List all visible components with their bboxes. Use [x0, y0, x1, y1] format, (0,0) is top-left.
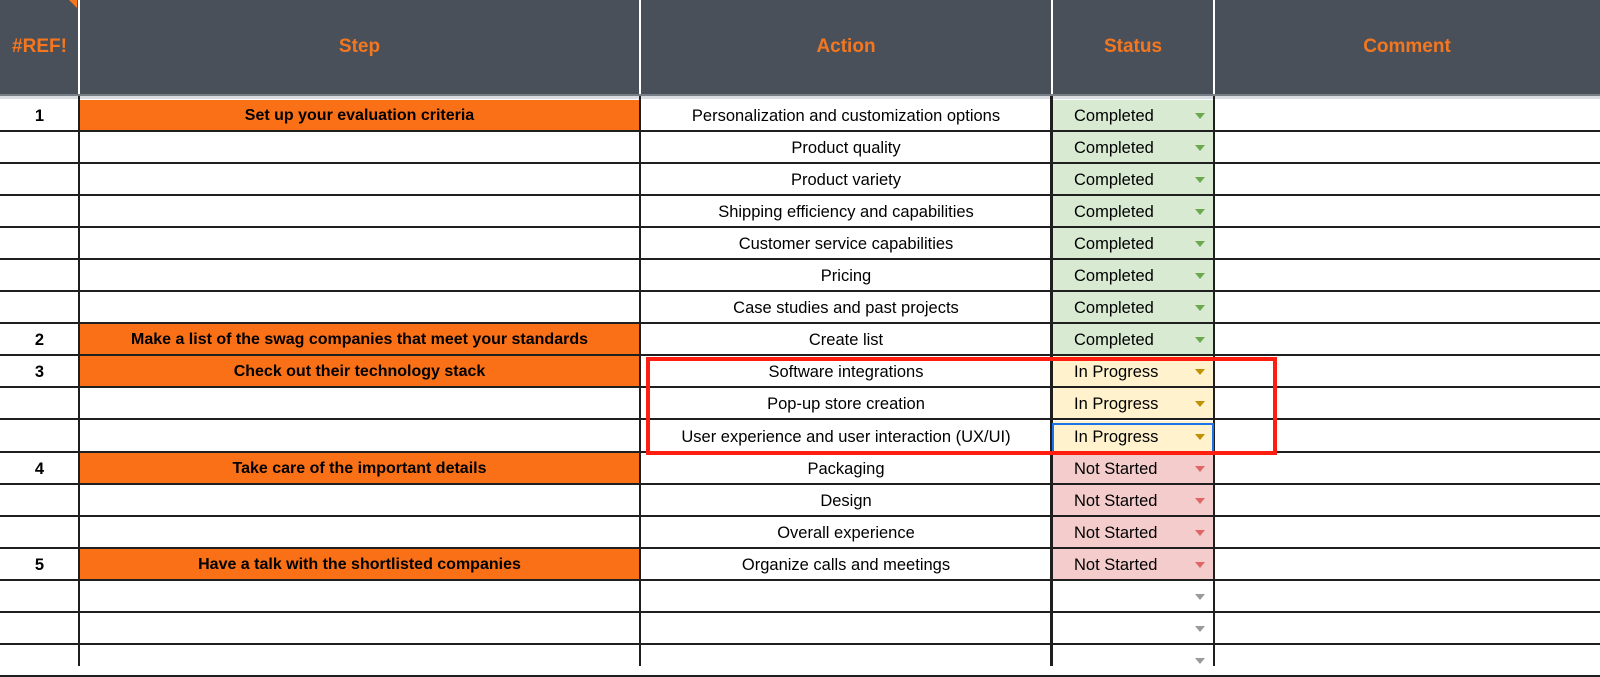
comment-cell[interactable] — [1214, 581, 1600, 613]
status-dropdown[interactable] — [1052, 613, 1214, 645]
header-divider — [78, 0, 80, 94]
comment-cell[interactable] — [1214, 485, 1600, 517]
table-row — [0, 196, 1600, 228]
status-dropdown-text: Completed — [1074, 330, 1154, 349]
step-cell-text: Make a list of the swag companies that meet your standards — [130, 331, 588, 348]
action-cell-text: Product variety — [790, 170, 902, 189]
comment-cell[interactable] — [1214, 100, 1600, 132]
step-number-cell[interactable] — [0, 613, 79, 645]
status-dropdown[interactable] — [1052, 581, 1214, 613]
header-action[interactable]: Action — [816, 36, 876, 57]
step-cell[interactable] — [79, 453, 640, 485]
status-dropdown-text: In Progress — [1074, 362, 1159, 381]
action-cell-text: Design — [820, 491, 872, 510]
status-dropdown-text: In Progress — [1074, 427, 1159, 446]
table-row — [0, 549, 1600, 581]
table-row — [0, 581, 1600, 613]
action-cell-text: Pricing — [820, 266, 872, 285]
dropdown-arrow-icon[interactable] — [1195, 273, 1205, 279]
status-dropdown-text: Not Started — [1074, 555, 1158, 574]
step-number-cell[interactable] — [0, 164, 79, 196]
status-dropdown[interactable] — [1052, 196, 1214, 228]
table-row — [0, 100, 1600, 132]
header-divider — [1213, 0, 1215, 94]
step-number-cell-text: 4 — [34, 459, 45, 478]
header-divider — [639, 0, 641, 94]
step-cell[interactable] — [79, 196, 640, 228]
step-number-cell[interactable] — [0, 132, 79, 164]
step-cell[interactable] — [79, 613, 640, 645]
status-dropdown-text: Completed — [1074, 298, 1154, 317]
table-row — [0, 613, 1600, 645]
table-row — [0, 453, 1600, 485]
dropdown-arrow-icon[interactable] — [1195, 498, 1205, 504]
table-row — [0, 517, 1600, 549]
status-dropdown[interactable] — [1052, 132, 1214, 164]
comment-cell[interactable] — [1214, 324, 1600, 356]
step-cell[interactable] — [79, 260, 640, 292]
status-dropdown-text: Completed — [1074, 138, 1154, 157]
status-dropdown[interactable] — [1052, 517, 1214, 549]
step-cell[interactable] — [79, 645, 640, 677]
status-dropdown-text: Not Started — [1074, 491, 1158, 510]
step-cell[interactable] — [79, 100, 640, 132]
column-gridline — [639, 96, 641, 666]
header-status[interactable]: Status — [1103, 36, 1163, 57]
comment-cell[interactable] — [1214, 645, 1600, 677]
action-cell-text: Packaging — [807, 459, 885, 478]
dropdown-arrow-icon[interactable] — [1195, 337, 1205, 343]
dropdown-arrow-icon[interactable] — [1195, 113, 1205, 119]
table-row — [0, 132, 1600, 164]
step-number-cell[interactable] — [0, 485, 79, 517]
comment-cell[interactable] — [1214, 549, 1600, 581]
header-comment[interactable]: Comment — [1363, 36, 1451, 57]
comment-cell[interactable] — [1214, 196, 1600, 228]
step-cell-text: Set up your evaluation criteria — [244, 107, 475, 124]
step-cell-text: Take care of the important details — [232, 460, 487, 477]
status-dropdown[interactable] — [1052, 260, 1214, 292]
dropdown-arrow-icon[interactable] — [1195, 209, 1205, 215]
step-number-cell[interactable] — [0, 228, 79, 260]
comment-cell[interactable] — [1214, 260, 1600, 292]
header-step[interactable]: Step — [338, 36, 381, 57]
step-cell[interactable] — [79, 421, 640, 453]
comment-indicator-icon — [69, 0, 77, 8]
step-number-cell[interactable] — [0, 453, 79, 485]
action-cell[interactable] — [640, 581, 1052, 613]
action-cell[interactable] — [640, 453, 1052, 485]
action-cell[interactable] — [640, 517, 1052, 549]
dropdown-arrow-icon[interactable] — [1195, 594, 1205, 600]
step-number-cell[interactable] — [0, 421, 79, 453]
step-number-cell-text: 5 — [34, 555, 45, 574]
step-number-cell-text: 1 — [34, 106, 45, 125]
status-dropdown[interactable] — [1052, 485, 1214, 517]
step-cell[interactable] — [79, 356, 640, 388]
table-row — [0, 645, 1600, 677]
step-number-cell-text: 3 — [34, 362, 45, 381]
step-cell[interactable] — [79, 132, 640, 164]
dropdown-arrow-icon[interactable] — [1195, 658, 1205, 664]
header-divider — [1051, 0, 1053, 94]
step-cell-text: Have a talk with the shortlisted companies — [198, 556, 521, 573]
action-cell-text: User experience and user interaction (UX/UI) — [681, 427, 1011, 446]
action-cell-text: Product quality — [791, 138, 901, 157]
status-dropdown[interactable] — [1052, 164, 1214, 196]
header-num[interactable]: #REF! — [12, 36, 67, 57]
status-dropdown-text: Completed — [1074, 202, 1154, 221]
table-row — [0, 228, 1600, 260]
action-cell-text: Organize calls and meetings — [741, 555, 951, 574]
action-cell[interactable] — [640, 228, 1052, 260]
dropdown-arrow-icon[interactable] — [1195, 626, 1205, 632]
step-cell[interactable] — [79, 549, 640, 581]
action-cell-text: Pop-up store creation — [767, 394, 925, 413]
action-cell[interactable] — [640, 132, 1052, 164]
column-gridline — [78, 96, 80, 666]
dropdown-arrow-icon[interactable] — [1195, 530, 1205, 536]
step-cell[interactable] — [79, 581, 640, 613]
table-row — [0, 485, 1600, 517]
step-cell[interactable] — [79, 228, 640, 260]
header-underline — [0, 94, 1600, 96]
step-cell[interactable] — [79, 485, 640, 517]
comment-cell[interactable] — [1214, 453, 1600, 485]
table-row — [0, 260, 1600, 292]
step-number-cell[interactable] — [0, 549, 79, 581]
table-row — [0, 324, 1600, 356]
step-number-cell[interactable] — [0, 100, 79, 132]
status-dropdown-text: Not Started — [1074, 459, 1158, 478]
action-cell-text: Overall experience — [777, 523, 915, 542]
step-cell[interactable] — [79, 324, 640, 356]
action-cell[interactable] — [640, 613, 1052, 645]
step-number-cell[interactable] — [0, 356, 79, 388]
dropdown-arrow-icon[interactable] — [1195, 466, 1205, 472]
action-cell-text: Personalization and customization options — [691, 106, 1001, 125]
step-number-cell[interactable] — [0, 388, 79, 420]
status-dropdown-text: Completed — [1074, 234, 1154, 253]
status-dropdown[interactable] — [1052, 549, 1214, 581]
status-dropdown-text: Not Started — [1074, 523, 1158, 542]
annotation-highlight-box — [646, 357, 1277, 455]
action-cell[interactable] — [640, 324, 1052, 356]
action-cell[interactable] — [640, 260, 1052, 292]
action-cell[interactable] — [640, 549, 1052, 581]
comment-cell[interactable] — [1214, 132, 1600, 164]
status-dropdown[interactable] — [1052, 100, 1214, 132]
comment-cell[interactable] — [1214, 517, 1600, 549]
step-cell[interactable] — [79, 517, 640, 549]
status-dropdown-text: In Progress — [1074, 394, 1159, 413]
step-cell-text: Check out their technology stack — [233, 363, 486, 380]
dropdown-arrow-icon[interactable] — [1195, 177, 1205, 183]
step-number-cell[interactable] — [0, 292, 79, 324]
step-number-cell[interactable] — [0, 196, 79, 228]
step-number-cell[interactable] — [0, 260, 79, 292]
comment-cell[interactable] — [1214, 613, 1600, 645]
step-number-cell[interactable] — [0, 581, 79, 613]
action-cell[interactable] — [640, 292, 1052, 324]
step-number-cell[interactable] — [0, 645, 79, 677]
step-cell[interactable] — [79, 292, 640, 324]
step-number-cell-text: 2 — [34, 330, 45, 349]
step-number-cell[interactable] — [0, 517, 79, 549]
table-row — [0, 292, 1600, 324]
status-dropdown-text: Completed — [1074, 170, 1154, 189]
dropdown-arrow-icon[interactable] — [1195, 305, 1205, 311]
status-dropdown-text: Completed — [1074, 106, 1154, 125]
step-cell[interactable] — [79, 388, 640, 420]
dropdown-arrow-icon[interactable] — [1195, 562, 1205, 568]
dropdown-arrow-icon[interactable] — [1195, 241, 1205, 247]
step-cell[interactable] — [79, 164, 640, 196]
action-cell[interactable] — [640, 164, 1052, 196]
header-row — [0, 0, 1600, 94]
comment-cell[interactable] — [1214, 164, 1600, 196]
action-cell[interactable] — [640, 485, 1052, 517]
action-cell-text: Customer service capabilities — [738, 234, 954, 253]
action-cell-text: Shipping efficiency and capabilities — [718, 202, 974, 221]
comment-cell[interactable] — [1214, 292, 1600, 324]
dropdown-arrow-icon[interactable] — [1195, 145, 1205, 151]
status-dropdown-text: Completed — [1074, 266, 1154, 285]
action-cell[interactable] — [640, 645, 1052, 677]
action-cell[interactable] — [640, 196, 1052, 228]
step-number-cell[interactable] — [0, 324, 79, 356]
table-row — [0, 164, 1600, 196]
comment-cell[interactable] — [1214, 228, 1600, 260]
status-dropdown[interactable] — [1052, 645, 1214, 677]
action-cell-text: Software integrations — [768, 362, 924, 381]
action-cell-text: Create list — [808, 330, 884, 349]
status-dropdown[interactable] — [1052, 228, 1214, 260]
status-dropdown[interactable] — [1052, 453, 1214, 485]
action-cell-text: Case studies and past projects — [733, 298, 959, 317]
status-dropdown[interactable] — [1052, 292, 1214, 324]
action-cell[interactable] — [640, 100, 1052, 132]
status-dropdown[interactable] — [1052, 324, 1214, 356]
